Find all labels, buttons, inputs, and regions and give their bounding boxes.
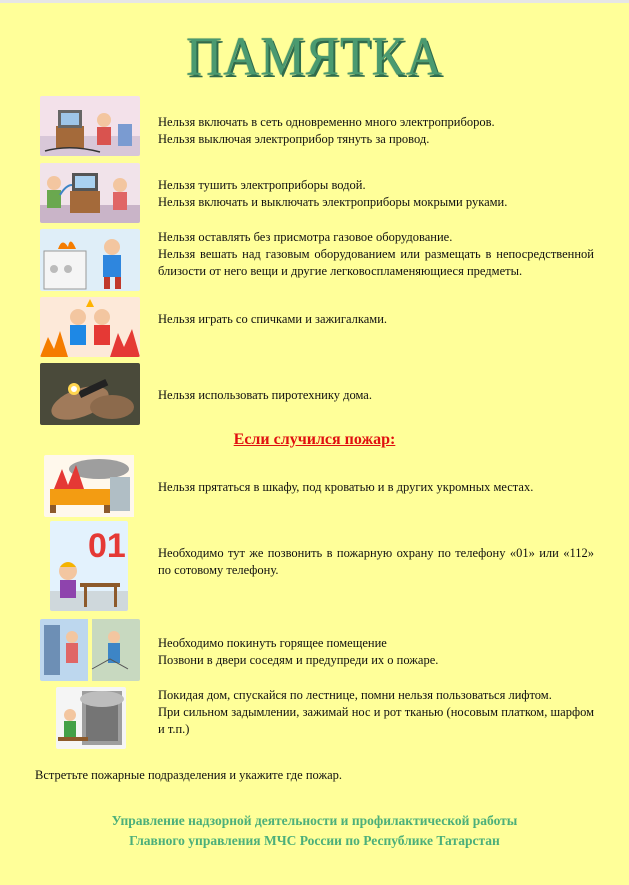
rule-text — [158, 687, 594, 738]
rule-item — [40, 297, 594, 357]
fire-rule-item — [40, 455, 594, 517]
rule-item — [40, 229, 594, 293]
firework-hands-photo — [40, 363, 140, 425]
children-fire-illustration — [40, 297, 140, 357]
footer-line: Управление надзорной деятельности и профилактической работы — [111, 813, 518, 828]
rule-line: Нельзя выключая электроприбор тянуть за провод. — [158, 132, 430, 146]
rule-line: Необходимо покинуть горящее помещение — [158, 636, 387, 650]
rule-line: Нельзя играть со спичками и зажигалками. — [158, 312, 388, 326]
rule-text — [158, 635, 594, 669]
rule-line: Нельзя включать и выключать электроприборы мокрыми руками. — [158, 195, 508, 209]
rule-line: Нельзя включать в сеть одновременно много электроприборов. — [158, 115, 495, 129]
footer-line: Главного управления МЧС России по Республике Татарстан — [129, 833, 500, 848]
page-title: ПАМЯТКА — [185, 25, 444, 87]
burning-bed-illustration — [44, 455, 144, 517]
gas-stove-illustration — [40, 229, 140, 291]
rule-line: Позвони в двери соседям и предупреди их о пожаре. — [158, 653, 439, 667]
fire-section-heading: Если случился пожар: — [233, 431, 396, 448]
rule-line: Нельзя прятаться в шкафу, под кроватью и в других укромных местах. — [158, 480, 534, 494]
rule-text — [158, 229, 594, 280]
rule-item — [40, 163, 594, 223]
rule-text — [158, 545, 594, 579]
fire-rule-item — [40, 521, 594, 613]
water-appliance-illustration — [40, 163, 140, 223]
rule-text — [158, 177, 594, 211]
rule-line: Нельзя тушить электроприборы водой. — [158, 178, 366, 192]
rule-text — [158, 114, 594, 148]
footer-organization — [0, 811, 629, 851]
rule-item — [40, 96, 594, 156]
phone-01-badge: 01 — [88, 527, 126, 565]
closing-note: Встретьте пожарные подразделения и укажите где пожар. — [35, 768, 343, 782]
rule-text — [158, 387, 594, 404]
leaving-room-illustration — [40, 619, 140, 681]
fire-rule-item — [40, 687, 594, 753]
fire-rule-item — [40, 619, 594, 683]
phone-01-illustration — [50, 521, 128, 611]
tv-room-illustration — [40, 96, 140, 156]
rule-text — [158, 479, 594, 496]
rule-line: Нельзя оставлять без присмотра газовое оборудование. — [158, 230, 453, 244]
rule-line: Нельзя использовать пиротехнику дома. — [158, 388, 372, 402]
rule-line: При сильном задымлении, зажимай нос и рот тканью (носовым платком, шарфом и т.п.) — [158, 705, 594, 736]
rule-text — [158, 311, 594, 328]
rule-line: Необходимо тут же позвонить в пожарную охрану по телефону «01» или «112» по сотовому телефону. — [158, 546, 594, 577]
rule-line: Покидая дом, спускайся по лестнице, помни нельзя пользоваться лифтом. — [158, 688, 552, 702]
rule-item — [40, 363, 594, 425]
smoke-stairs-illustration — [56, 687, 126, 749]
rule-line: Нельзя вешать над газовым оборудованием или размещать в непосредственной близости от него вещи и другие легковоспламеняющиеся предметы. — [158, 247, 594, 278]
